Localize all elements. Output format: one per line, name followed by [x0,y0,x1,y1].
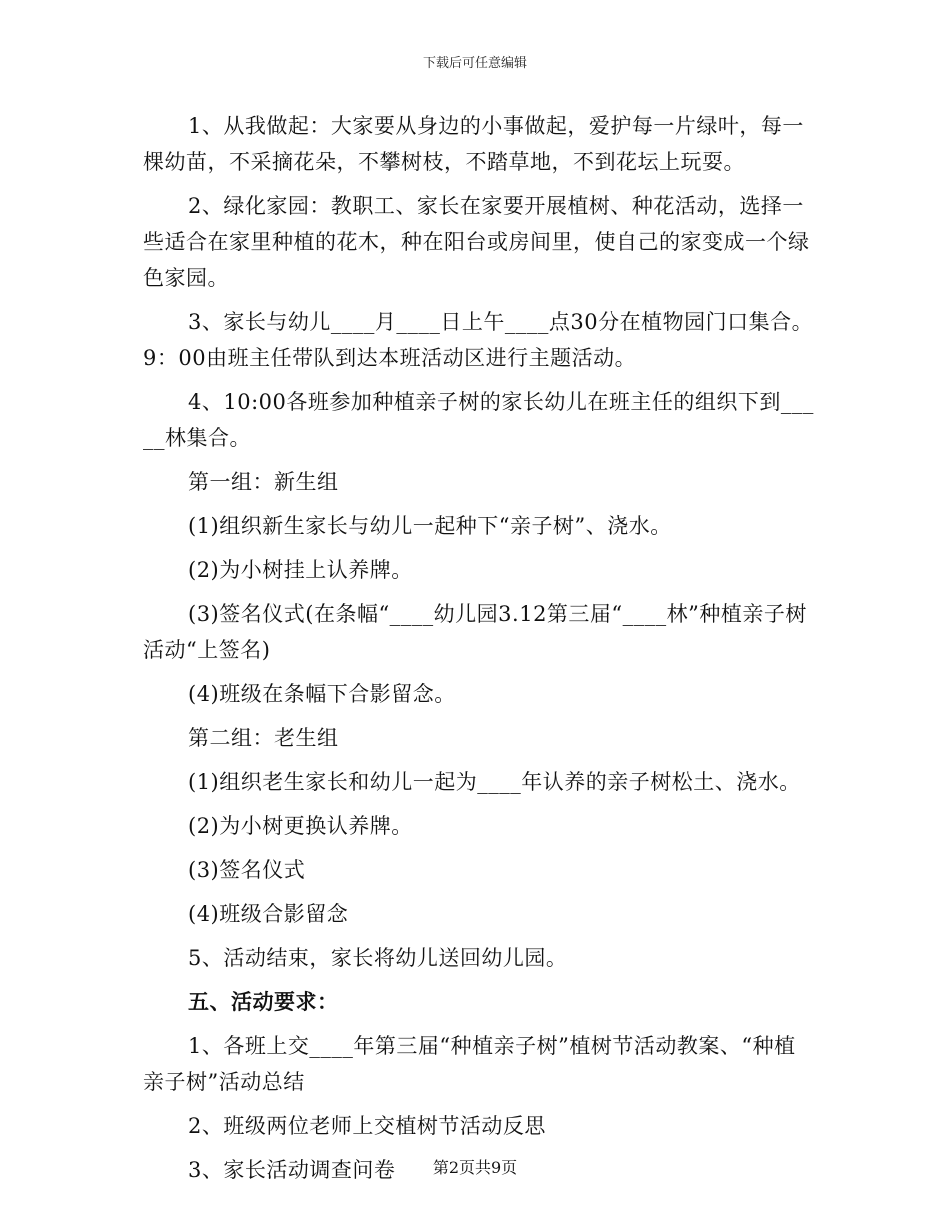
paragraph: 3、家长与幼儿____月____日上午____点30分在植物园门口集合。9：00由班主任带队到达本班活动区进行主题活动。 [143,310,814,370]
list-item: (4)班级合影留念 [188,902,349,926]
header-note: 下载后可任意编辑 [422,56,527,71]
list-item: (1)组织新生家长与幼儿一起种下“亲子树”、浇水。 [188,514,672,538]
paragraph: 5、活动结束，家长将幼儿送回幼儿园。 [188,946,568,970]
list-item: (1)组织老生家长和幼儿一起为____年认养的亲子树松土、浇水。 [188,770,801,794]
group-heading: 第一组：新生组 [188,470,339,494]
list-item: (3)签名仪式(在条幅“____幼儿园3.12第三届“____林”种植亲子树活动“上签名) [143,602,807,662]
group-heading: 第二组：老生组 [188,726,339,750]
section-heading: 五、活动要求： [188,989,339,1014]
paragraph: 1、从我做起：大家要从身边的小事做起，爱护每一片绿叶，每一棵幼苗，不采摘花朵，不攀树枝，不踏草地，不到花坛上玩耍。 [143,114,804,174]
document-body [143,108,815,1196]
paragraph: 4、10:00各班参加种植亲子树的家长幼儿在班主任的组织下到_____林集合。 [143,390,814,450]
paragraph: 3、家长活动调查问卷 [188,1158,396,1182]
paragraph: 2、绿化家园：教职工、家长在家要开展植树、种花活动，选择一些适合在家里种植的花木，种在阳台或房间里，使自己的家变成一个绿色家园。 [143,194,810,290]
paragraph: 2、班级两位老师上交植树节活动反思 [188,1114,546,1138]
list-item: (2)为小树挂上认养牌。 [188,558,413,582]
paragraph: 1、各班上交____年第三届“种植亲子树”植树节活动教案、“种植亲子树”活动总结 [143,1034,796,1094]
list-item: (3)签名仪式 [188,858,306,882]
page-number: 第2页共9页 [432,1158,518,1177]
list-item: (2)为小树更换认养牌。 [188,814,413,838]
list-item: (4)班级在条幅下合影留念。 [188,682,456,706]
